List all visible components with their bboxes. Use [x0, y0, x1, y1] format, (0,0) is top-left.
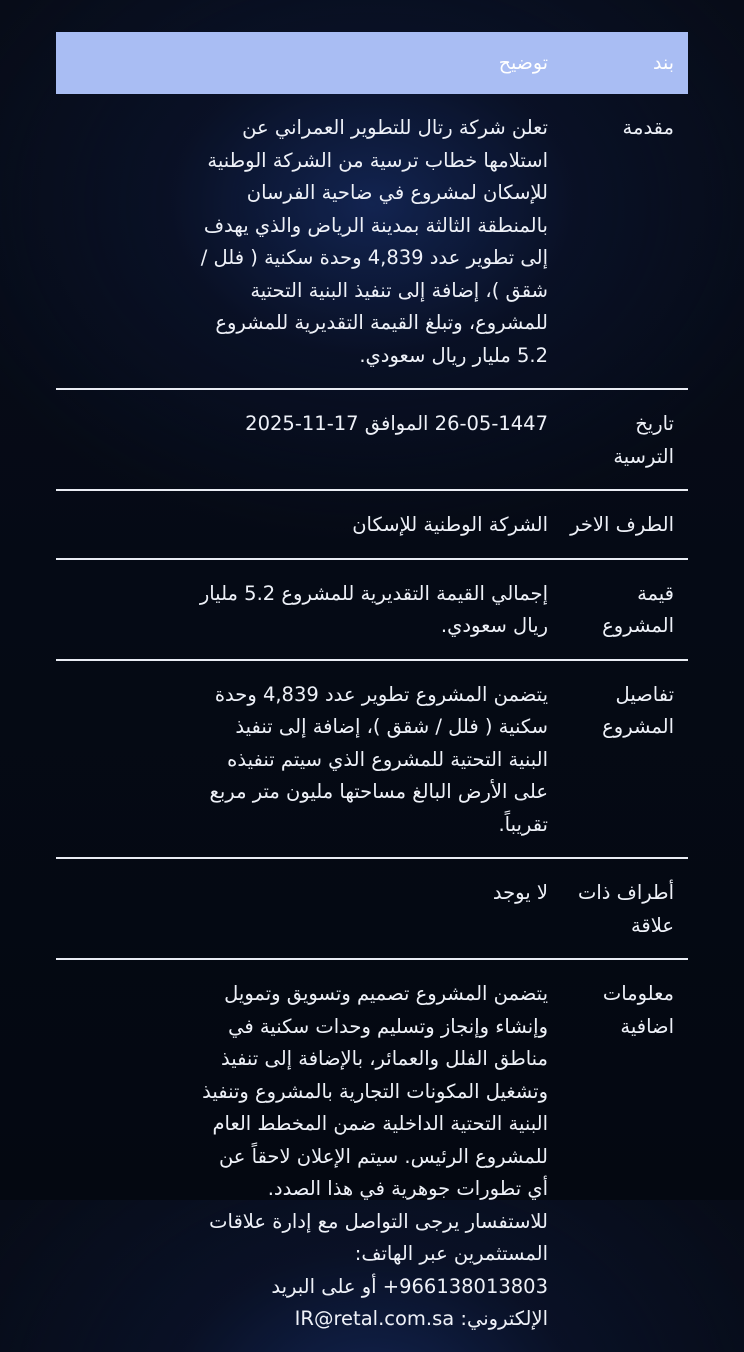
row-value-other-party: الشركة الوطنية للإسكان [56, 490, 560, 559]
header-item-label: بند [560, 32, 688, 94]
table-row-other-party [56, 490, 688, 559]
row-value-additional-info: يتضمن المشروع تصميم وتسويق وتمويل وإنشاء وإنجاز وتسليم وحدات سكنية في مناطق الفلل والعمائر، بالإضافة إلى تنفيذ وتشغيل المكونات التجارية بالمشروع وتنفيذ البنية التحتية الداخلية ضمن المخطط العام للمشروع الرئيس. سيتم الإعلان لاحقاً عن أي تطورات جوهرية في هذا الصدد. للاستفسار يرجى التواصل مع إدارة علاقات المستثمرين عبر الهاتف: 966138013803+ أو على البريد الإلكتروني: IR@retal.com.sa [202, 982, 548, 1330]
announcement-table-container [56, 32, 688, 1352]
row-label-award-date: تاريخ الترسية [560, 389, 688, 490]
row-value-related-parties: لا يوجد [56, 858, 560, 959]
row-label-other-party: الطرف الاخر [560, 490, 688, 559]
row-label-related-parties: أطراف ذات علاقة [560, 858, 688, 959]
table-row-introduction [56, 94, 688, 389]
row-label-introduction: مقدمة [560, 94, 688, 389]
announcement-table [56, 32, 688, 1352]
row-label-project-details: تفاصيل المشروع [560, 660, 688, 859]
table-row-additional-info [56, 959, 688, 1352]
table-row-award-date [56, 389, 688, 490]
row-label-project-value: قيمة المشروع [560, 559, 688, 660]
row-value-introduction: تعلن شركة رتال للتطوير العمراني عن استلامها خطاب ترسية من الشركة الوطنية للإسكان لمشروع في ضاحية الفرسان بالمنطقة الثالثة بمدينة الرياض والذي يهدف إلى تطوير عدد 4,839 وحدة سكنية ( فلل / شقق )، إضافة إلى تنفيذ البنية التحتية للمشروع، وتبلغ القيمة التقديرية للمشروع 5.2 مليار ريال سعودي. [56, 94, 560, 389]
table-row-project-details [56, 660, 688, 859]
table-header-row [56, 32, 688, 94]
row-label-additional-info: معلومات اضافية [602, 982, 674, 1038]
table-row-project-value [56, 559, 688, 660]
table-row-related-parties [56, 858, 688, 959]
header-description-label: توضيح [56, 32, 560, 94]
row-value-project-value: إجمالي القيمة التقديرية للمشروع 5.2 مليار ريال سعودي. [56, 559, 560, 660]
row-value-project-details: يتضمن المشروع تطوير عدد 4,839 وحدة سكنية ( فلل / شقق )، إضافة إلى تنفيذ البنية التحتية للمشروع الذي سيتم تنفيذه على الأرض البالغ مساحتها مليون متر مربع تقريباً. [56, 660, 560, 859]
row-value-award-date: 26-05-1447 الموافق 17-11-2025 [56, 389, 560, 490]
